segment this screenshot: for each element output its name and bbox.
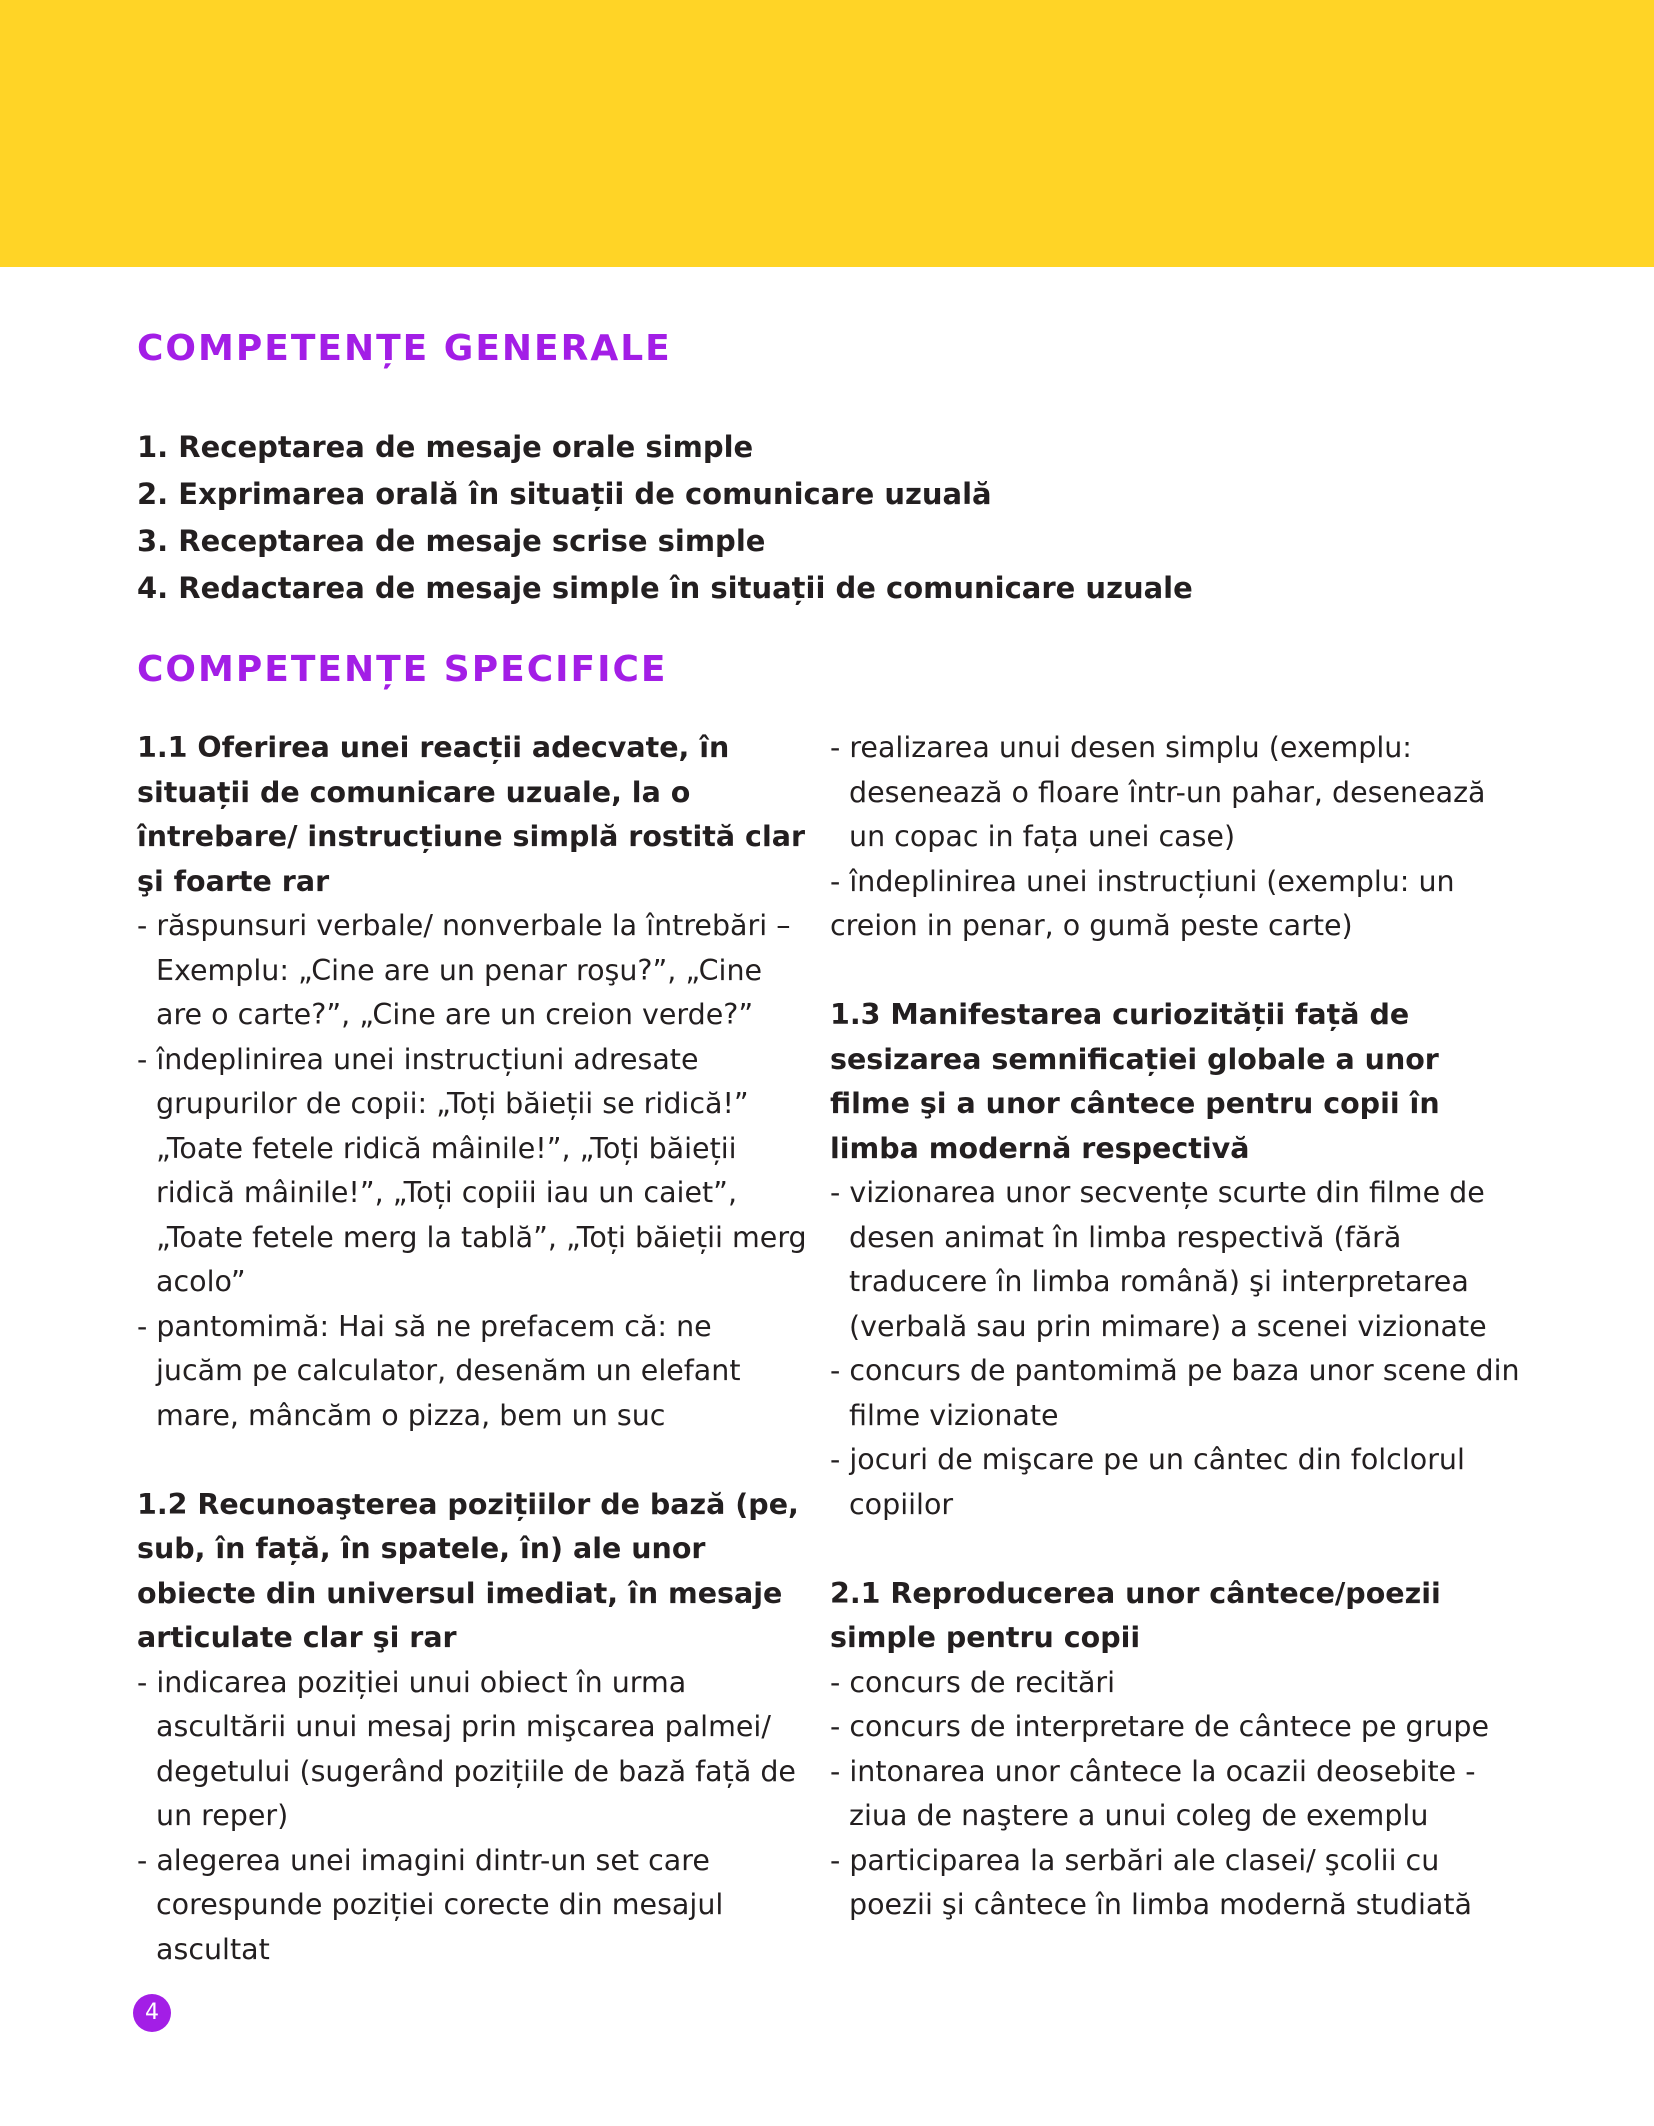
activity-list: [137, 904, 807, 1438]
activity-item: - îndeplinirea unei instrucțiuni adresate grupurilor de copii: „Toți băieții se ridică!” „Toate fetele ridică mâinile!”, „Toți băieții ridică mâinile!”, „Toți copiii iau un caiet”, „Toate fetele merg la tablă”, „Toți băieții merg acolo”: [137, 1042, 807, 1298]
activity-item: - răspunsuri verbale/ nonverbale la întrebări – Exemplu: „Cine are un penar roşu?”, „Cine are o carte?”, „Cine are un creion verde?”: [137, 909, 791, 1031]
activity-item: - vizionarea unor secvențe scurte din filme de desen animat în limba respectivă (fără traducere în limba română) şi interpretarea (verbală sau prin mimare) a scenei vizionate: [830, 1176, 1487, 1343]
competence-title: 2.1 Reproducerea unor cântece/poezii simple pentru copii: [830, 1576, 1441, 1654]
activity-item: - indicarea poziției unui obiect în urma ascultării unui mesaj prin mişcarea palmei/ degetului (sugerând pozițiile de bază față de un reper): [137, 1665, 796, 1832]
activity-item: - pantomimă: Hai să ne prefacem că: ne jucăm pe calculator, desenăm un elefant mare, mâncăm o pizza, bem un suc: [137, 1309, 741, 1432]
competence-block: [830, 726, 1520, 949]
activity-item: - concurs de interpretare de cântece pe grupe: [830, 1710, 1490, 1743]
left-column: [137, 726, 807, 2017]
activity-item: - alegerea unei imagini dintr-un set care corespunde poziției corecte din mesajul ascultat: [137, 1843, 724, 1966]
activity-item: - realizarea unui desen simplu (exemplu: desenează o floare într-un pahar, desenează un copac in fața unei case): [830, 731, 1486, 853]
activity-item: - jocuri de mişcare pe un cântec din folclorul copiilor: [830, 1443, 1465, 1521]
activity-item: - participarea la serbări ale clasei/ şcolii cu poezii şi cântece în limba modernă studiată: [830, 1843, 1472, 1921]
heading-specific-competences: COMPETENȚE SPECIFICE: [137, 649, 668, 690]
activity-list: [830, 1661, 1520, 1928]
competence-block: [137, 1483, 807, 1973]
page-number-badge: 4: [133, 1994, 171, 2032]
right-column: [830, 726, 1520, 1972]
activity-item: - concurs de pantomimă pe baza unor scene din filme vizionate: [830, 1354, 1520, 1432]
general-competences-list: [137, 424, 1193, 612]
list-item: 1. Receptarea de mesaje orale simple: [137, 430, 754, 464]
list-item: 3. Receptarea de mesaje scrise simple: [137, 524, 766, 558]
competence-title: 1.3 Manifestarea curiozității față de sesizarea semnificației globale a unor filme şi a unor cântece pentru copii în limba modernă respectivă: [830, 998, 1440, 1165]
competence-title: 1.2 Recunoaşterea pozițiilor de bază (pe, sub, în față, în spatele, în) ale unor obiecte din universul imediat, în mesaje articulate clar şi rar: [137, 1487, 799, 1654]
activity-item: - concurs de recitări: [830, 1665, 1116, 1699]
activity-item: - intonarea unor cântece la ocazii deosebite - ziua de naştere a unui coleg de exemplu: [830, 1754, 1476, 1832]
activity-list: [830, 726, 1520, 949]
activity-list: [137, 1661, 807, 1973]
competence-title: 1.1 Oferirea unei reacții adecvate, în situații de comunicare uzuale, la o întrebare/ instrucțiune simplă rostită clar şi foarte rar: [137, 731, 805, 898]
list-item: 2. Exprimarea orală în situații de comunicare uzuală: [137, 477, 992, 511]
heading-general-competences: COMPETENȚE GENERALE: [137, 328, 672, 369]
activity-item: - îndeplinirea unei instrucțiuni (exemplu: un creion in penar, o gumă peste carte): [830, 864, 1455, 942]
competence-block: [830, 993, 1520, 1527]
activity-list: [830, 1171, 1520, 1527]
competence-block: [830, 1572, 1520, 1928]
competence-block: [137, 726, 807, 1438]
list-item: 4. Redactarea de mesaje simple în situații de comunicare uzuale: [137, 571, 1193, 605]
header-color-band: [0, 0, 1654, 267]
